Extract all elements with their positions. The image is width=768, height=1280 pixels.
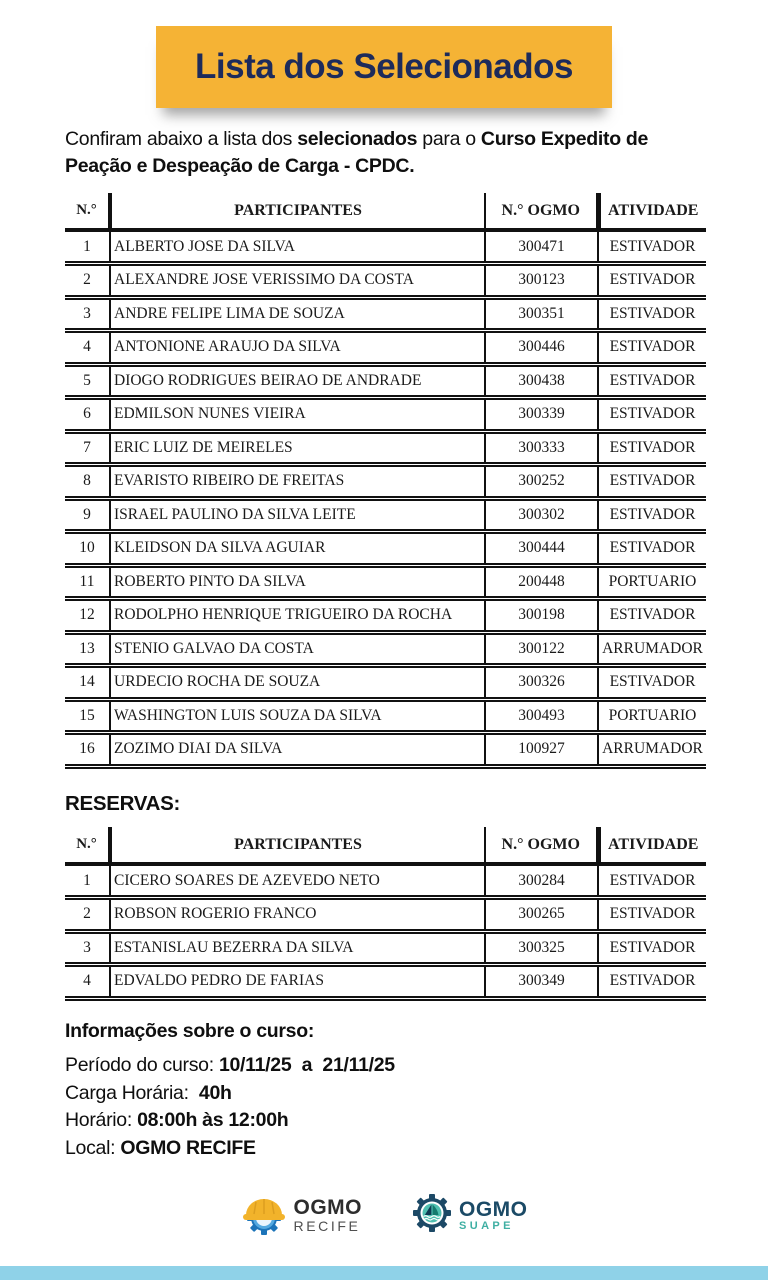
cell-atividade: ESTIVADOR (598, 264, 706, 298)
cell-atividade: ESTIVADOR (598, 364, 706, 398)
cell-atividade: ESTIVADOR (598, 398, 706, 432)
info-label: Carga Horária: (65, 1081, 199, 1104)
logo-recife-subtitle: RECIFE (293, 1218, 361, 1234)
course-info-line (65, 1107, 665, 1135)
table-row (65, 230, 706, 264)
table-row (65, 632, 706, 666)
cell-ogmo-number: 300252 (485, 465, 598, 499)
gear-sailboat-icon (412, 1193, 452, 1238)
footer (0, 1188, 768, 1243)
logo-suape-subtitle: SUAPE (459, 1219, 514, 1232)
cell-ogmo-number: 300349 (485, 965, 598, 999)
cell-number: 6 (65, 398, 110, 432)
cell-participant-name: WASHINGTON LUIS SOUZA DA SILVA (110, 699, 485, 733)
cell-participant-name: URDECIO ROCHA DE SOUZA (110, 666, 485, 700)
info-label: Horário: (65, 1109, 138, 1131)
cell-participant-name: ROBSON ROGERIO FRANCO (110, 898, 485, 932)
cell-number: 1 (65, 864, 110, 898)
cell-participant-name: ALBERTO JOSE DA SILVA (110, 230, 485, 264)
cell-number: 14 (65, 666, 110, 700)
cell-number: 12 (65, 599, 110, 633)
cell-participant-name: ANTONIONE ARAUJO DA SILVA (110, 331, 485, 365)
cell-participant-name: EDVALDO PEDRO DE FARIAS (110, 965, 485, 999)
cell-participant-name: RODOLPHO HENRIQUE TRIGUEIRO DA ROCHA (110, 599, 485, 633)
cell-participant-name: KLEIDSON DA SILVA AGUIAR (110, 532, 485, 566)
ogmo-recife-logo (241, 1188, 363, 1243)
cell-participant-name: CICERO SOARES DE AZEVEDO NETO (110, 864, 485, 898)
column-header-ogmo: N.° OGMO (485, 827, 598, 864)
intro-text (65, 126, 725, 180)
cell-number: 13 (65, 632, 110, 666)
cell-atividade: PORTUARIO (598, 565, 706, 599)
logo-recife-title: OGMO (293, 1196, 362, 1219)
table-row (65, 297, 706, 331)
cell-ogmo-number: 100927 (485, 733, 598, 767)
cell-number: 5 (65, 364, 110, 398)
cell-ogmo-number: 300339 (485, 398, 598, 432)
column-header-atividade: ATIVIDADE (598, 827, 706, 864)
cell-number: 2 (65, 898, 110, 932)
cell-ogmo-number: 300122 (485, 632, 598, 666)
header-banner (156, 26, 612, 108)
cell-atividade: ESTIVADOR (598, 465, 706, 499)
cell-ogmo-number: 300493 (485, 699, 598, 733)
info-value: 40h (198, 1081, 232, 1104)
column-header-participantes: PARTICIPANTES (110, 827, 485, 864)
cell-participant-name: ISRAEL PAULINO DA SILVA LEITE (110, 498, 485, 532)
info-label: Período do curso: (65, 1054, 219, 1076)
cell-ogmo-number: 300325 (485, 931, 598, 965)
cell-number: 4 (65, 965, 110, 999)
table-row (65, 699, 706, 733)
cell-number: 3 (65, 297, 110, 331)
table-row (65, 532, 706, 566)
table-row (65, 864, 706, 898)
table-row (65, 431, 706, 465)
column-header-n: N.° (65, 827, 110, 864)
table-row (65, 965, 706, 999)
cell-number: 9 (65, 498, 110, 532)
cell-participant-name: ROBERTO PINTO DA SILVA (110, 565, 485, 599)
info-value: 10/11/25 a 21/11/25 (218, 1054, 395, 1076)
cell-participant-name: DIOGO RODRIGUES BEIRAO DE ANDRADE (110, 364, 485, 398)
cell-number: 15 (65, 699, 110, 733)
cell-ogmo-number: 300265 (485, 898, 598, 932)
column-header-atividade: ATIVIDADE (598, 193, 706, 230)
cell-atividade: ESTIVADOR (598, 297, 706, 331)
cell-atividade: ESTIVADOR (598, 230, 706, 264)
cell-atividade: ESTIVADOR (598, 931, 706, 965)
cell-number: 11 (65, 565, 110, 599)
cell-ogmo-number: 300333 (485, 431, 598, 465)
info-label: Local: (65, 1136, 121, 1159)
cell-atividade: ESTIVADOR (598, 666, 706, 700)
cell-participant-name: ERIC LUIZ DE MEIRELES (110, 431, 485, 465)
table-row (65, 498, 706, 532)
table-row (65, 666, 706, 700)
reservas-table (65, 827, 706, 1001)
info-value: 08:00h às 12:00h (137, 1109, 289, 1131)
cell-atividade: ESTIVADOR (598, 898, 706, 932)
cell-atividade: ESTIVADOR (598, 864, 706, 898)
cell-number: 4 (65, 331, 110, 365)
footer-bar (0, 1266, 768, 1280)
cell-participant-name: ZOZIMO DIAI DA SILVA (110, 733, 485, 767)
cell-number: 2 (65, 264, 110, 298)
reservas-heading: RESERVAS: (65, 792, 181, 815)
cell-number: 3 (65, 931, 110, 965)
hard-hat-gear-icon (241, 1188, 287, 1243)
cell-participant-name: EDMILSON NUNES VIEIRA (110, 398, 485, 432)
cell-ogmo-number: 300471 (485, 230, 598, 264)
course-info-heading: Informações sobre o curso: (65, 1020, 315, 1042)
cell-ogmo-number: 300438 (485, 364, 598, 398)
cell-participant-name: EVARISTO RIBEIRO DE FREITAS (110, 465, 485, 499)
table-row (65, 264, 706, 298)
course-info-line (65, 1135, 665, 1163)
cell-atividade: ESTIVADOR (598, 965, 706, 999)
cell-ogmo-number: 300123 (485, 264, 598, 298)
logo-suape-title: OGMO (459, 1197, 528, 1221)
cell-number: 10 (65, 532, 110, 566)
table-header-row (65, 193, 706, 230)
table-row (65, 733, 706, 767)
table-row (65, 931, 706, 965)
course-info-line (65, 1052, 665, 1080)
cell-number: 16 (65, 733, 110, 767)
cell-ogmo-number: 300198 (485, 599, 598, 633)
cell-number: 8 (65, 465, 110, 499)
cell-participant-name: ESTANISLAU BEZERRA DA SILVA (110, 931, 485, 965)
intro-line-2: Peação e Despeação de Carga - CPDC. (65, 155, 415, 177)
column-header-participantes: PARTICIPANTES (110, 193, 485, 230)
cell-atividade: PORTUARIO (598, 699, 706, 733)
cell-ogmo-number: 300446 (485, 331, 598, 365)
course-info-line (65, 1080, 665, 1108)
page-title: Lista dos Selecionados (195, 47, 573, 86)
cell-atividade: ESTIVADOR (598, 498, 706, 532)
cell-atividade: ESTIVADOR (598, 331, 706, 365)
cell-number: 1 (65, 230, 110, 264)
table-row (65, 465, 706, 499)
table-row (65, 364, 706, 398)
cell-ogmo-number: 300284 (485, 864, 598, 898)
cell-ogmo-number: 300326 (485, 666, 598, 700)
cell-number: 7 (65, 431, 110, 465)
table-row (65, 398, 706, 432)
cell-ogmo-number: 300351 (485, 297, 598, 331)
cell-participant-name: ALEXANDRE JOSE VERISSIMO DA COSTA (110, 264, 485, 298)
ogmo-suape-logo (412, 1193, 528, 1238)
cell-atividade: ESTIVADOR (598, 599, 706, 633)
cell-atividade: ARRUMADOR (598, 733, 706, 767)
cell-atividade: ESTIVADOR (598, 532, 706, 566)
cell-ogmo-number: 300444 (485, 532, 598, 566)
intro-line-1: Confiram abaixo a lista dos selecionados para o Curso Expedito de (65, 128, 649, 150)
cell-atividade: ARRUMADOR (598, 632, 706, 666)
cell-participant-name: ANDRE FELIPE LIMA DE SOUZA (110, 297, 485, 331)
column-header-ogmo: N.° OGMO (485, 193, 598, 230)
cell-ogmo-number: 200448 (485, 565, 598, 599)
cell-atividade: ESTIVADOR (598, 431, 706, 465)
table-header-row (65, 827, 706, 864)
table-row (65, 331, 706, 365)
course-info-section (65, 1020, 665, 1162)
column-header-n: N.° (65, 193, 110, 230)
cell-ogmo-number: 300302 (485, 498, 598, 532)
selected-participants-table (65, 193, 706, 769)
table-row (65, 898, 706, 932)
cell-participant-name: STENIO GALVAO DA COSTA (110, 632, 485, 666)
info-value: OGMO RECIFE (120, 1136, 256, 1159)
table-row (65, 565, 706, 599)
table-row (65, 599, 706, 633)
